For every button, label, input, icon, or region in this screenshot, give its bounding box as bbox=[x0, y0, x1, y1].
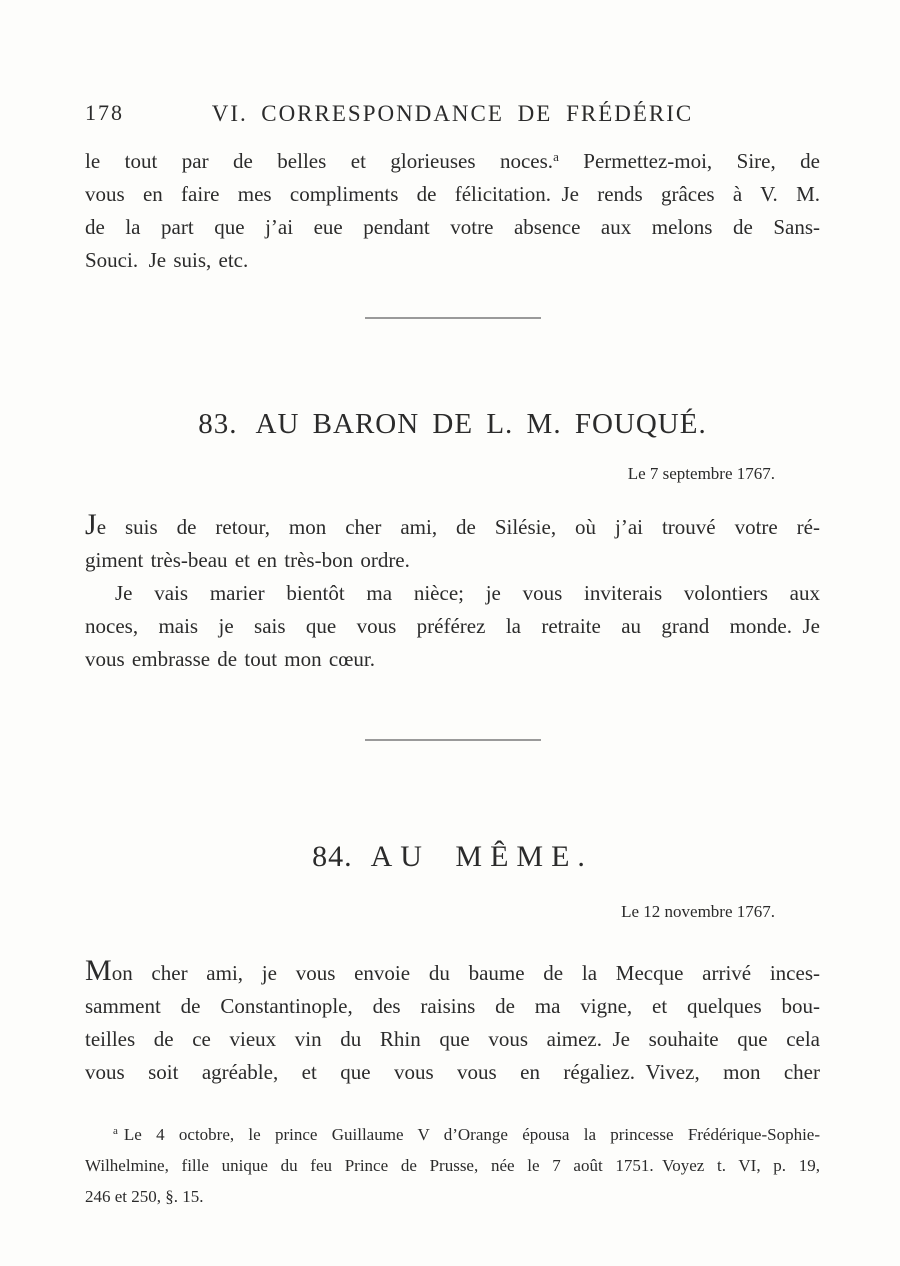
text-segment: Le 4 octobre, le prince Guillaume V d’Orange épousa la princesse Frédérique-Sophie- bbox=[123, 1125, 820, 1144]
letter-82-continuation bbox=[85, 140, 820, 277]
text-line: vous soit agréable, et que vous vous en régaliez. Vivez, mon cher bbox=[85, 1060, 820, 1084]
footnote-line: Wilhelmine, fille unique du feu Prince de Prusse, née le 7 août 1751. Voyez t. VI, p. 19, bbox=[85, 1156, 820, 1175]
initial-capital: J bbox=[85, 508, 97, 541]
letter-83-body bbox=[85, 508, 820, 676]
letter-number: 83. bbox=[198, 408, 238, 440]
text-line: Souci. Je suis, etc. bbox=[85, 248, 249, 272]
text-line: samment de Constantinople, des raisins de ma vigne, et quelques bou- bbox=[85, 994, 820, 1018]
letter-83-heading bbox=[85, 407, 820, 441]
text-line bbox=[85, 140, 820, 178]
page-content bbox=[85, 0, 820, 1212]
footnote-reference-marker: a bbox=[553, 149, 559, 164]
text-line: giment très-beau et en très-bon ordre. bbox=[85, 548, 410, 572]
letter-title: AU MÊME. bbox=[370, 840, 593, 873]
footnote bbox=[85, 1116, 820, 1212]
letter-84-date: Le 12 novembre 1767. bbox=[621, 902, 775, 921]
text-line: Je vais marier bientôt ma nièce; je vous inviterais volontiers aux bbox=[115, 581, 820, 605]
text-segment: on cher ami, je vous envoie du baume de la Mecque arrivé inces- bbox=[111, 961, 820, 985]
text-line: vous en faire mes compliments de félicitation. Je rends grâces à V. M. bbox=[85, 182, 820, 206]
footnote-marker: a bbox=[113, 1125, 118, 1137]
text-line: teilles de ce vieux vin du Rhin que vous aimez. Je souhaite que cela bbox=[85, 1027, 820, 1051]
running-title: VI. CORRESPONDANCE DE FRÉDÉRIC bbox=[211, 101, 694, 126]
letter-title: AU BARON DE L. M. FOUQUÉ. bbox=[255, 408, 707, 440]
letter-83-date: Le 7 septembre 1767. bbox=[627, 464, 775, 483]
text-line: de la part que j’ai eue pendant votre absence aux melons de Sans- bbox=[85, 215, 820, 239]
running-header bbox=[85, 97, 820, 130]
text-segment: Permettez-moi, Sire, de bbox=[558, 149, 821, 173]
footnote-line bbox=[85, 1116, 820, 1150]
page-number: 178 bbox=[85, 100, 124, 125]
letter-84-heading bbox=[85, 840, 820, 874]
text-segment: le tout par de belles et glorieuses noces. bbox=[85, 149, 554, 173]
section-divider bbox=[365, 317, 541, 319]
letter-number: 84. bbox=[312, 840, 353, 873]
letter-84-body bbox=[85, 954, 820, 1089]
footnote-line: 246 et 250, §. 15. bbox=[85, 1187, 204, 1206]
text-segment: e suis de retour, mon cher ami, de Silésie, où j’ai trouvé votre ré- bbox=[96, 515, 820, 539]
section-divider bbox=[365, 739, 541, 741]
text-line bbox=[85, 508, 820, 544]
text-line: vous embrasse de tout mon cœur. bbox=[85, 647, 375, 671]
initial-capital: M bbox=[85, 954, 112, 987]
text-line: noces, mais je sais que vous préférez la retraite au grand monde. Je bbox=[85, 614, 820, 638]
text-line bbox=[85, 954, 820, 990]
